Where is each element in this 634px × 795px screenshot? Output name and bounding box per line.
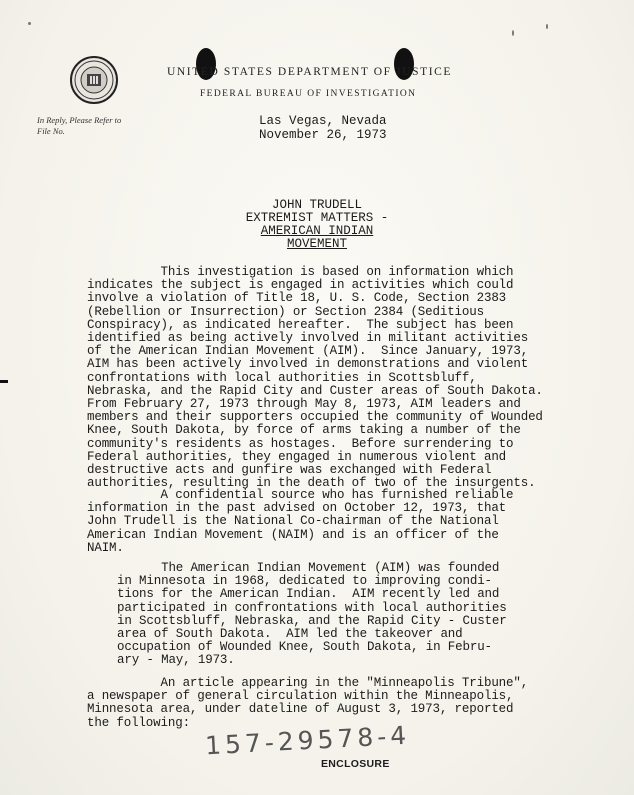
fbi-seal-logo	[70, 56, 118, 104]
subject-name: JOHN TRUDELL	[271, 198, 362, 212]
scan-speck	[28, 22, 31, 25]
dateline-city: Las Vegas, Nevada	[259, 114, 387, 128]
scan-speck	[512, 30, 514, 36]
dateline	[259, 114, 387, 142]
enclosure-stamp: ENCLOSURE	[321, 758, 390, 770]
scan-speck	[546, 24, 548, 29]
edge-mark	[0, 380, 8, 383]
paragraph-confidential-source: A confidential source who has furnished reliable information in the past advised on October 12, 1973, that John Trudell is the National Co-chairman of the National American Indian Movement (NAIM) and is an officer of the NAIM.	[87, 488, 514, 555]
handwritten-file-number: 157-29578-4	[204, 720, 411, 761]
refer-line-2: File No.	[37, 126, 65, 136]
subject-block	[228, 199, 406, 251]
paragraph-investigation-basis: This investigation is based on information which indicates the subject is engaged in activities which could involve a violation of Title 18, U. S. Code, Section 2383 (Rebellion or Insurrection) or Section 2384 (Seditious Conspiracy), as indicated hereafter. The subject has been identified as being actively involved in militant activities of the American Indian Movement (AIM). Since January, 1973, AIM has been actively involved in demonstrations and violent confrontations with local authorities in Scottsbluff, Nebraska, and the Rapid City and Custer areas of South Dakota. From February 27, 1973 through May 8, 1973, AIM leaders and members and their supporters occupied the community of Wounded Knee, South Dakota, by force of arms taking a number of the community's residents as hostages. Before surrendering to Federal authorities, they engaged in numerous violent and destructive acts and gunfire was exchanged with Federal authorities, resulting in the death of two of the insurgents.	[87, 265, 543, 491]
bureau-heading: FEDERAL BUREAU OF INVESTIGATION	[200, 89, 417, 99]
paragraph-newspaper-article: An article appearing in the "Minneapolis Tribune", a newspaper of general circulation within the Minneapolis, Minnesota area, under dateline of August 3, 1973, reported the following:	[87, 676, 529, 730]
refer-note	[37, 115, 121, 137]
department-heading: UNITED STATES DEPARTMENT OF JUSTICE	[167, 66, 453, 78]
paragraph-aim-characterization: The American Indian Movement (AIM) was founded in Minnesota in 1968, dedicated to improving condi- tions for the American Indian. AIM recently led and participated in confrontations with local authorities in Scottsbluff, Nebraska, and the Rapid City - Custer area of South Dakota. AIM led the takeover and occupation of Wounded Knee, South Dakota, in Febru- ary - May, 1973.	[117, 561, 507, 668]
dateline-date: November 26, 1973	[259, 128, 387, 142]
subject-category: EXTREMIST MATTERS -	[245, 211, 389, 225]
subject-organization: AMERICAN INDIAN MOVEMENT	[260, 224, 374, 251]
refer-line-1: In Reply, Please Refer to	[37, 115, 122, 125]
